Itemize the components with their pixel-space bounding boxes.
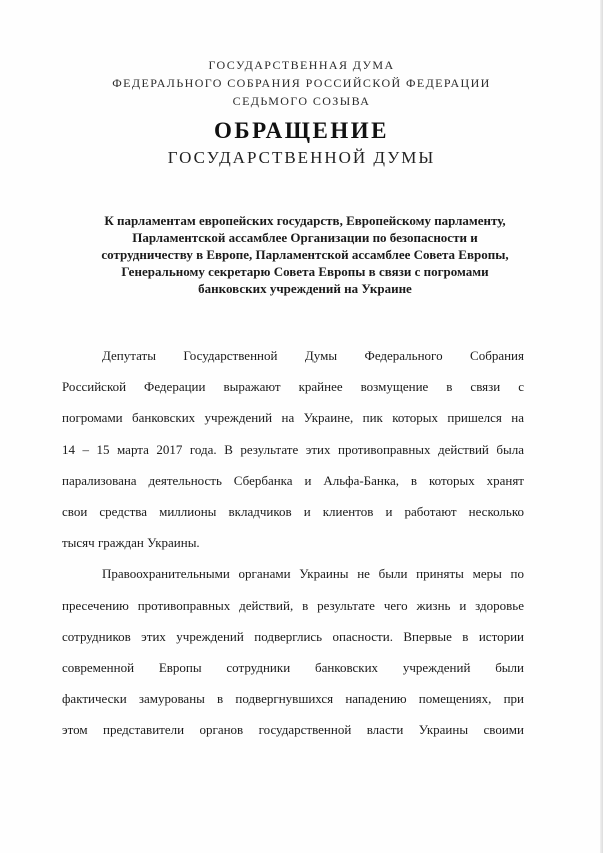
- header-line-2: ФЕДЕРАЛЬНОГО СОБРАНИЯ РОССИЙСКОЙ ФЕДЕРАЦИИ: [112, 76, 491, 90]
- address-line: Парламентской ассамблее Организации по безопасности и: [132, 230, 478, 245]
- paragraph-2-line: пресечению противоправных действий, в результате чего жизнь и здоровье: [62, 597, 524, 613]
- paragraph-1-line: погромами банковских учреждений на Украине, пик которых пришелся на: [62, 410, 524, 426]
- paragraph-1-line: Российской Федерации выражают крайнее возмущение в связи с: [62, 379, 524, 395]
- body-text: [62, 346, 524, 751]
- paragraph-1-line: свои средства миллионы вкладчиков и клиентов и работают несколько: [62, 503, 524, 519]
- address-line: банковских учреждений на Украине: [198, 281, 412, 296]
- address-line: сотрудничеству в Европе, Парламентской ассамблее Совета Европы,: [101, 247, 509, 262]
- document-subtitle: ГОСУДАРСТВЕННОЙ ДУМЫ: [167, 148, 436, 167]
- paragraph-1-line: Депутаты Государственной Думы Федерального Собрания: [102, 348, 524, 363]
- paragraph-2-line: фактически замурованы в подвергнувшихся нападению помещениях, при: [62, 691, 524, 707]
- header-line-1: ГОСУДАРСТВЕННАЯ ДУМА: [208, 58, 395, 72]
- paragraph-1-line: 14 – 15 марта 2017 года. В результате этих противоправных действий была: [62, 441, 524, 457]
- paragraph-2-line: Правоохранительными органами Украины не были приняты меры по: [102, 566, 524, 582]
- paragraph-2-line: этом представители органов государственной власти Украины своими: [62, 722, 524, 738]
- paragraph-2-line: сотрудников этих учреждений подверглись опасности. Впервые в истории: [62, 628, 524, 644]
- paragraph-1-line: парализована деятельность Сбербанка и Альфа-Банка, в которых хранят: [62, 472, 524, 488]
- document-title: ОБРАЩЕНИЕ: [213, 118, 390, 143]
- paragraph-2-line: современной Европы сотрудники банковских учреждений были: [62, 659, 524, 675]
- header-line-3: СЕДЬМОГО СОЗЫВА: [232, 94, 371, 108]
- address-line: К парламентам европейских государств, Европейскому парламенту,: [104, 213, 506, 228]
- paragraph-1-line: тысяч граждан Украины.: [62, 535, 200, 551]
- address-block: [70, 212, 540, 297]
- address-line: Генеральному секретарю Совета Европы в связи с погромами: [121, 264, 489, 279]
